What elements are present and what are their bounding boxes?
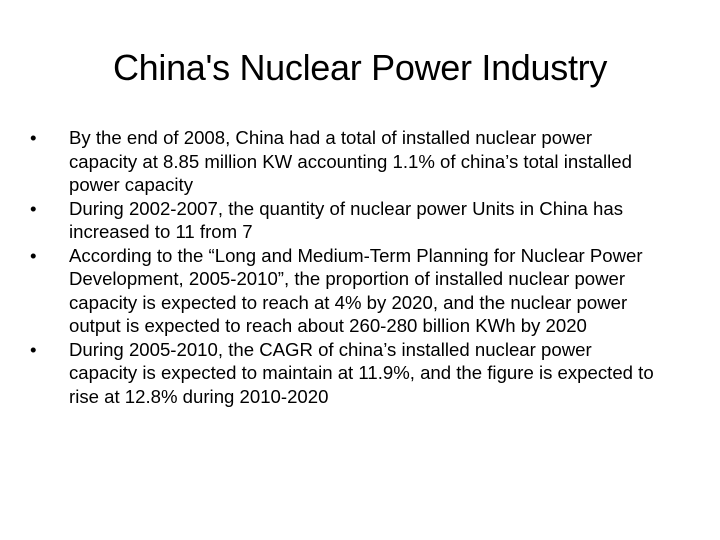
bullet-marker: • [30, 127, 37, 148]
bullet-marker: • [30, 338, 37, 360]
bullet-item [30, 197, 665, 244]
bullet-text: During 2002-2007, the quantity of nuclear power Units in China has increased to 11 from 7 [69, 197, 624, 242]
bullet-text: According to the “Long and Medium-Term Planning for Nuclear Power Development, 2005-2010”, the proportion of installed nuclear power capacity is expected to reach at 4% by 2020, and the nuclear power output is expected to reach about 260-280 billion KWh by 2020 [69, 244, 643, 336]
bullet-marker: • [30, 244, 37, 266]
bullet-item [30, 126, 665, 197]
bullet-item [30, 244, 665, 338]
slide-title: China's Nuclear Power Industry [112, 47, 608, 88]
bullet-item [30, 338, 665, 409]
bullet-text: During 2005-2010, the CAGR of china’s installed nuclear power capacity is expected to maintain at 11.9%, and the figure is expected to rise at 12.8% during 2010-2020 [69, 338, 654, 407]
bullet-list [30, 126, 665, 408]
bullet-marker: • [30, 197, 37, 219]
bullet-text: By the end of 2008, China had a total of installed nuclear power capacity at 8.85 million KW accounting 1.1% of china’s total installed power capacity [69, 127, 632, 195]
